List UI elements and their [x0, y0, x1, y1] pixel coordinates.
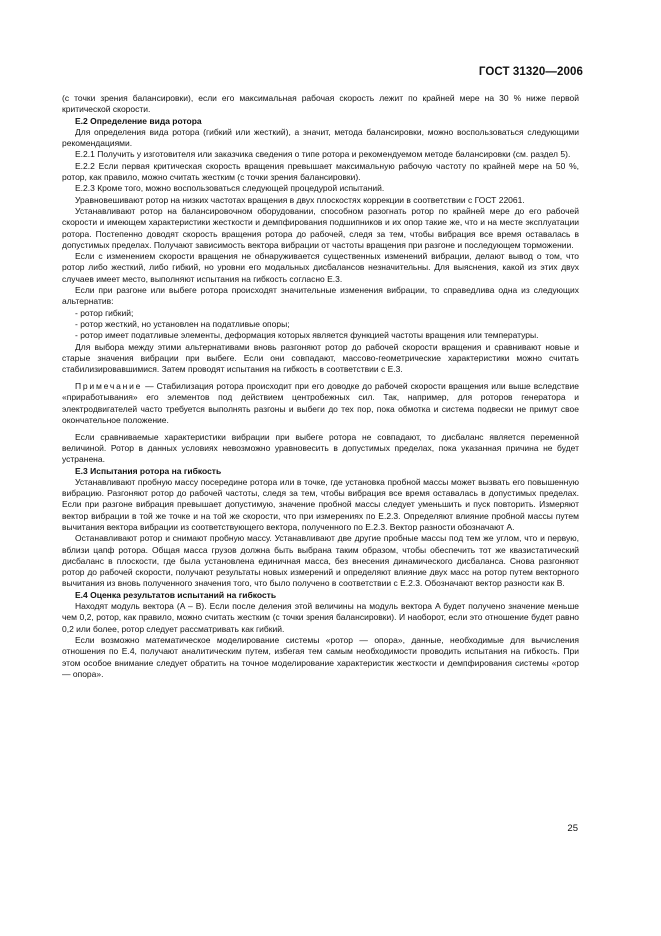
paragraph: Устанавливают ротор на балансировочном оборудовании, способном разогнать ротор по крайней мере до его рабочей скорости и имеющем характеристики жесткости и демпфирования подшипников и их опор такие же, что и на месте эксплуатации ротора. Постепенно доводят скорость вращения ротора до рабочей, следя за тем, чтобы вибрация все время оставалась в допустимых пределах. Получают зависимость вектора вибрации от частоты вращения при разгоне и последующем торможении.	[62, 205, 579, 250]
list-item: - ротор гибкий;	[75, 307, 134, 318]
paragraph: Устанавливают пробную массу посередине ротора или в точке, где установка пробной массы может вызвать его повышенную вибрацию. Разгоняют ротор до рабочей частоты, следя за тем, чтобы вибрация все время оставалась в допустимых пределах. Если при разгоне вибрация превышает допустимую, значение пробной массы следует уменьшить и пуск повторить. Измеряют вектор вибрации в той же точке и на той же скорости, что при измерениях по Е.2.3. Определяют влияние пробной массы путем вычитания вектора вибрации из соответствующего вектора, полученного по Е.2.3. Вектор разности обозначают A.	[62, 476, 579, 532]
paragraph: Е.2.1 Получить у изготовителя или заказчика сведения о типе ротора и рекомендуемом методе балансировки (см. раздел 5).	[75, 149, 571, 160]
paragraph: Останавливают ротор и снимают пробную массу. Устанавливают две другие пробные массы под тем же углом, что и первую, вблизи цапф ротора. Общая масса грузов должна быть выбрана таким образом, чтобы обеспечить тот же квазистатический дисбаланс в плоскости, где была установлена единичная масса, без внесения динамического дисбаланса. Снова разгоняют ротор до рабочей скорости, получают результаты новых измерений и определяют влияние двух масс на ротор путем векторного вычитания из вновь полученного значения того, что было получено в соответствии с Е.2.3. Обозначают вектор разности как B.	[62, 533, 579, 589]
paragraph: Уравновешивают ротор на низких частотах вращения в двух плоскостях коррекции в соответствии с ГОСТ 22061.	[75, 194, 525, 205]
note-text: — Стабилизация ротора происходит при его доводке до рабочей скорости вращения или выше вследствие «приработывания» его элементов под действием центробежных сил. Так, например, для роторов генератора и электродвигателей часто требуется выполнять разгоны и выбеги до тех пор, пока обмотка и система подвески не примут свое окончательное положение.	[62, 380, 579, 425]
paragraph: Если с изменением скорости вращения не обнаруживается существенных изменений вибрации, делают вывод о том, что ротор либо жесткий, либо гибкий, но уровни его модальных дисбалансов незначительны. Для выяснения, какой из этих двух случаев имеет место, выполняют испытания на гибкость согласно Е.3.	[62, 251, 579, 284]
paragraph: Для определения вида ротора (гибкий или жесткий), а значит, метода балансировки, можно воспользоваться следующими рекомендациями.	[62, 126, 579, 149]
paragraph: Если при разгоне или выбеге ротора происходят значительные изменения вибрации, то справедлива одна из следующих альтернатив:	[62, 285, 579, 307]
page-number: 25	[567, 823, 578, 834]
section-heading-e3: Е.3 Испытания ротора на гибкость	[75, 465, 222, 476]
section-heading-e4: Е.4 Оценка результатов испытаний на гибкость	[75, 589, 277, 600]
list-item: - ротор имеет податливые элементы, деформация которых является функцией частоты вращения или температуры.	[75, 330, 539, 341]
paragraph: Если сравниваемые характеристики вибрации при выбеге ротора не совпадают, то дисбаланс является переменной величиной. Ротор в данных условиях невозможно уравновесить в допустимых пределах, пока указанная причина не будет устранена.	[62, 431, 579, 465]
standard-designation: ГОСТ 31320—2006	[478, 66, 583, 78]
paragraph: Е.2.2 Если первая критическая скорость вращения превышает максимальную рабочую частоту по крайней мере на 50 %, ротор, как правило, можно считать жестким (с точки зрения балансировки).	[62, 160, 579, 183]
paragraph: Для выбора между этими альтернативами вновь разгоняют ротор до рабочей скорости вращения и сравнивают новые и старые значения вибрации при выбеге. Если они совпадают, массово-геометрические характеристики можно считать стабилизировавшимися. Затем проводят испытания на гибкость в соответствии с Е.3.	[62, 341, 579, 375]
note-label: Примечание	[75, 380, 143, 391]
paragraph: Находят модуль вектора (A – B). Если после деления этой величины на модуль вектора A будет получено значение меньше чем 0,2, ротор, как правило, можно считать жестким (с точки зрения балансировки). И наоборот, если это отношение будет равно 0,2 или более, ротор следует рассматривать как гибкий.	[62, 601, 579, 634]
paragraph: Е.2.3 Кроме того, можно воспользоваться следующей процедурой испытаний.	[75, 183, 385, 194]
paragraph: (с точки зрения балансировки), если его максимальная рабочая скорость лежит по крайней мере на 30 % ниже первой критической скорости.	[62, 93, 579, 115]
note	[62, 381, 579, 426]
document-body	[62, 93, 579, 680]
paragraph: Если возможно математическое моделирование системы «ротор — опора», данные, необходимые для вычисления отношения по Е.4, получают аналитическим путем, избегая тем самым необходимости проводить испытания на гибкость. При этом особое внимание следует обратить на точное моделирование характеристик жесткости и демпфирования системы «ротор — опора».	[62, 634, 579, 679]
section-heading-e2: Е.2 Определение вида ротора	[75, 115, 202, 126]
list-item: - ротор жесткий, но установлен на податливые опоры;	[75, 318, 290, 329]
